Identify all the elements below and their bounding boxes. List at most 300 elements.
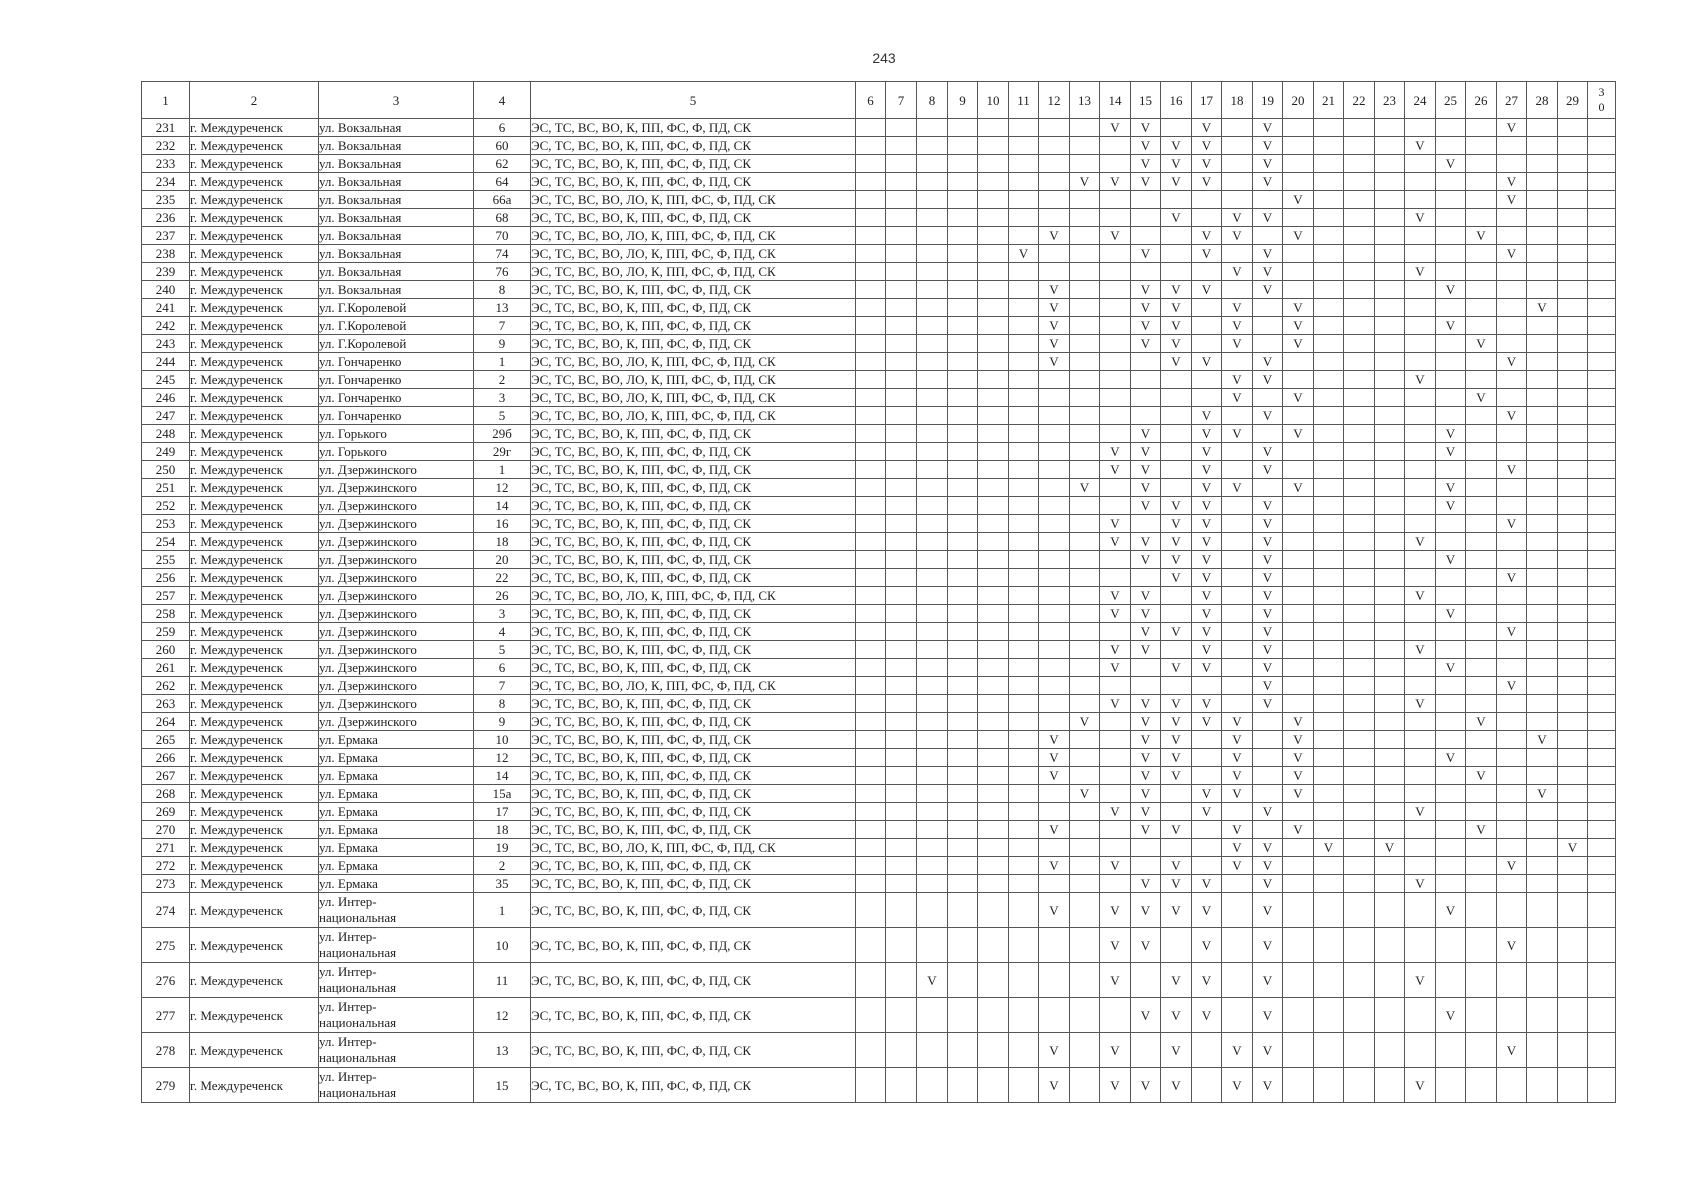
mark-cell-col-14 xyxy=(1100,191,1131,209)
mark-cell-col-14 xyxy=(1100,335,1131,353)
mark-cell-col-13 xyxy=(1070,425,1100,443)
check-mark-col-15: V xyxy=(1131,731,1161,749)
mark-cell-col-7 xyxy=(886,425,917,443)
mark-cell-col-6 xyxy=(856,245,886,263)
street-cell: ул. Ермака xyxy=(319,839,474,857)
street-cell: ул. Интер- национальная xyxy=(319,928,474,963)
mark-cell-col-25 xyxy=(1436,461,1466,479)
mark-cell-col-29 xyxy=(1558,569,1588,587)
row-number-cell: 236 xyxy=(142,209,190,227)
mark-cell-col-23 xyxy=(1375,515,1405,533)
check-mark-col-27: V xyxy=(1497,119,1527,137)
mark-cell-col-27 xyxy=(1497,713,1527,731)
table-row xyxy=(142,749,1616,767)
street-cell: ул. Дзержинского xyxy=(319,533,474,551)
mark-cell-col-24 xyxy=(1405,227,1436,245)
mark-cell-col-12 xyxy=(1039,173,1070,191)
mark-cell-col-25 xyxy=(1436,353,1466,371)
city-cell: г. Междуреченск xyxy=(190,677,319,695)
check-mark-col-25: V xyxy=(1436,893,1466,928)
works-cell: ЭС, ТС, ВС, ВО, К, ПП, ФС, Ф, ПД, СК xyxy=(531,659,856,677)
row-number-cell: 234 xyxy=(142,173,190,191)
mark-cell-col-9 xyxy=(948,335,978,353)
check-mark-col-15: V xyxy=(1131,623,1161,641)
works-cell: ЭС, ТС, ВС, ВО, К, ПП, ФС, Ф, ПД, СК xyxy=(531,605,856,623)
mark-cell-col-10 xyxy=(978,839,1009,857)
row-number-cell: 276 xyxy=(142,963,190,998)
mark-cell-col-23 xyxy=(1375,587,1405,605)
mark-cell-col-26 xyxy=(1466,695,1497,713)
check-mark-col-12: V xyxy=(1039,281,1070,299)
check-mark-col-17: V xyxy=(1192,353,1222,371)
mark-cell-col-22 xyxy=(1344,623,1375,641)
mark-cell-col-10 xyxy=(978,731,1009,749)
mark-cell-col-27 xyxy=(1497,875,1527,893)
mark-cell-col-18 xyxy=(1222,587,1253,605)
mark-cell-col-18 xyxy=(1222,998,1253,1033)
city-cell: г. Междуреченск xyxy=(190,857,319,875)
mark-cell-col-18 xyxy=(1222,515,1253,533)
mark-cell-col-16 xyxy=(1161,641,1192,659)
mark-cell-col-10 xyxy=(978,443,1009,461)
mark-cell-col-11 xyxy=(1009,713,1039,731)
mark-cell-col-23 xyxy=(1375,407,1405,425)
mark-cell-col-18 xyxy=(1222,875,1253,893)
mark-cell-col-26 xyxy=(1466,749,1497,767)
works-cell: ЭС, ТС, ВС, ВО, К, ПП, ФС, Ф, ПД, СК xyxy=(531,963,856,998)
city-cell: г. Междуреченск xyxy=(190,893,319,928)
mark-cell-col-25 xyxy=(1436,1033,1466,1068)
mark-cell-col-11 xyxy=(1009,533,1039,551)
check-mark-col-18: V xyxy=(1222,263,1253,281)
mark-cell-col-27 xyxy=(1497,551,1527,569)
street-cell: ул. Г.Королевой xyxy=(319,317,474,335)
mark-cell-col-17 xyxy=(1192,1033,1222,1068)
check-mark-col-19: V xyxy=(1253,497,1283,515)
check-mark-col-16: V xyxy=(1161,893,1192,928)
mark-cell-col-29 xyxy=(1558,263,1588,281)
mark-cell-col-20 xyxy=(1283,569,1314,587)
mark-cell-col-16 xyxy=(1161,119,1192,137)
check-mark-col-24: V xyxy=(1405,137,1436,155)
mark-cell-col-21 xyxy=(1314,281,1344,299)
city-cell: г. Междуреченск xyxy=(190,119,319,137)
works-cell: ЭС, ТС, ВС, ВО, К, ПП, ФС, Ф, ПД, СК xyxy=(531,173,856,191)
mark-cell-col-28 xyxy=(1527,893,1558,928)
mark-cell-col-11 xyxy=(1009,173,1039,191)
mark-cell-col-16 xyxy=(1161,479,1192,497)
mark-cell-col-21 xyxy=(1314,263,1344,281)
mark-cell-col-14 xyxy=(1100,407,1131,425)
mark-cell-col-25 xyxy=(1436,785,1466,803)
mark-cell-col-15 xyxy=(1131,191,1161,209)
works-cell: ЭС, ТС, ВС, ВО, К, ПП, ФС, Ф, ПД, СК xyxy=(531,551,856,569)
mark-cell-col-19 xyxy=(1253,335,1283,353)
mark-cell-col-23 xyxy=(1375,245,1405,263)
table-row xyxy=(142,317,1616,335)
city-cell: г. Междуреченск xyxy=(190,425,319,443)
check-mark-col-16: V xyxy=(1161,821,1192,839)
column-header-14: 14 xyxy=(1100,82,1131,119)
street-cell: ул. Гончаренко xyxy=(319,389,474,407)
mark-cell-col-22 xyxy=(1344,425,1375,443)
mark-cell-col-8 xyxy=(917,407,948,425)
street-cell: ул. Ермака xyxy=(319,731,474,749)
mark-cell-col-25 xyxy=(1436,803,1466,821)
check-mark-col-17: V xyxy=(1192,461,1222,479)
row-number-cell: 275 xyxy=(142,928,190,963)
mark-cell-col-11 xyxy=(1009,425,1039,443)
mark-cell-col-23 xyxy=(1375,1033,1405,1068)
table-row xyxy=(142,209,1616,227)
check-mark-col-16: V xyxy=(1161,623,1192,641)
mark-cell-col-6 xyxy=(856,173,886,191)
mark-cell-col-19 xyxy=(1253,821,1283,839)
mark-cell-col-8 xyxy=(917,587,948,605)
city-cell: г. Междуреченск xyxy=(190,245,319,263)
row-number-cell: 251 xyxy=(142,479,190,497)
mark-cell-col-12 xyxy=(1039,551,1070,569)
mark-cell-col-17 xyxy=(1192,335,1222,353)
mark-cell-col-21 xyxy=(1314,998,1344,1033)
check-mark-col-19: V xyxy=(1253,605,1283,623)
mark-cell-col-28 xyxy=(1527,839,1558,857)
mark-cell-col-29 xyxy=(1558,893,1588,928)
works-cell: ЭС, ТС, ВС, ВО, К, ПП, ФС, Ф, ПД, СК xyxy=(531,1068,856,1103)
street-cell: ул. Ермака xyxy=(319,821,474,839)
check-mark-col-16: V xyxy=(1161,998,1192,1033)
mark-cell-col-7 xyxy=(886,928,917,963)
column-header-8: 8 xyxy=(917,82,948,119)
mark-cell-col-21 xyxy=(1314,803,1344,821)
mark-cell-col-18 xyxy=(1222,173,1253,191)
mark-cell-col-29 xyxy=(1558,551,1588,569)
mark-cell-col-17 xyxy=(1192,857,1222,875)
check-mark-col-16: V xyxy=(1161,569,1192,587)
mark-cell-col-25 xyxy=(1436,623,1466,641)
works-cell: ЭС, ТС, ВС, ВО, ЛО, К, ПП, ФС, Ф, ПД, СК xyxy=(531,839,856,857)
works-cell: ЭС, ТС, ВС, ВО, ЛО, К, ПП, ФС, Ф, ПД, СК xyxy=(531,389,856,407)
mark-cell-col-7 xyxy=(886,623,917,641)
check-mark-col-17: V xyxy=(1192,569,1222,587)
city-cell: г. Междуреченск xyxy=(190,767,319,785)
check-mark-col-27: V xyxy=(1497,857,1527,875)
mark-cell-col-24 xyxy=(1405,928,1436,963)
mark-cell-col-20 xyxy=(1283,263,1314,281)
mark-cell-col-9 xyxy=(948,443,978,461)
mark-cell-col-21 xyxy=(1314,605,1344,623)
row-number-cell: 262 xyxy=(142,677,190,695)
city-cell: г. Междуреченск xyxy=(190,731,319,749)
mark-cell-col-16 xyxy=(1161,407,1192,425)
mark-cell-col-25 xyxy=(1436,209,1466,227)
row-number-cell: 244 xyxy=(142,353,190,371)
mark-cell-col-12 xyxy=(1039,497,1070,515)
mark-cell-col-9 xyxy=(948,677,978,695)
mark-cell-col-22 xyxy=(1344,443,1375,461)
mark-cell-col-17 xyxy=(1192,209,1222,227)
mark-cell-col-6 xyxy=(856,569,886,587)
mark-cell-col-20 xyxy=(1283,551,1314,569)
mark-cell-col-24 xyxy=(1405,515,1436,533)
mark-cell-col-29 xyxy=(1558,407,1588,425)
check-mark-col-18: V xyxy=(1222,479,1253,497)
check-mark-col-17: V xyxy=(1192,587,1222,605)
mark-cell-col-9 xyxy=(948,1033,978,1068)
check-mark-col-18: V xyxy=(1222,857,1253,875)
mark-cell-col-28 xyxy=(1527,533,1558,551)
mark-cell-col-29 xyxy=(1558,443,1588,461)
mark-cell-col-26 xyxy=(1466,731,1497,749)
table-row xyxy=(142,299,1616,317)
table-row xyxy=(142,587,1616,605)
mark-cell-col-8 xyxy=(917,515,948,533)
mark-cell-col-6 xyxy=(856,677,886,695)
street-cell: ул. Вокзальная xyxy=(319,155,474,173)
check-mark-col-16: V xyxy=(1161,353,1192,371)
check-mark-col-16: V xyxy=(1161,767,1192,785)
mark-cell-col-20 xyxy=(1283,515,1314,533)
mark-cell-col-20 xyxy=(1283,875,1314,893)
mark-cell-col-6 xyxy=(856,425,886,443)
mark-cell-col-13 xyxy=(1070,893,1100,928)
mark-cell-col-23 xyxy=(1375,317,1405,335)
mark-cell-col-10 xyxy=(978,749,1009,767)
house-cell: 19 xyxy=(474,839,531,857)
mark-cell-col-13 xyxy=(1070,821,1100,839)
check-mark-col-15: V xyxy=(1131,551,1161,569)
mark-cell-col-8 xyxy=(917,677,948,695)
street-cell: ул. Г.Королевой xyxy=(319,335,474,353)
check-mark-col-16: V xyxy=(1161,659,1192,677)
check-mark-col-17: V xyxy=(1192,623,1222,641)
mark-cell-col-21 xyxy=(1314,335,1344,353)
mark-cell-col-26 xyxy=(1466,659,1497,677)
mark-cell-col-21 xyxy=(1314,623,1344,641)
mark-cell-col-26 xyxy=(1466,587,1497,605)
house-cell: 20 xyxy=(474,551,531,569)
mark-cell-col-25 xyxy=(1436,928,1466,963)
mark-cell-col-6 xyxy=(856,713,886,731)
row-number-cell: 238 xyxy=(142,245,190,263)
check-mark-col-19: V xyxy=(1253,857,1283,875)
table-row xyxy=(142,1033,1616,1068)
check-mark-col-16: V xyxy=(1161,155,1192,173)
mark-cell-col-21 xyxy=(1314,425,1344,443)
check-mark-col-20: V xyxy=(1283,389,1314,407)
mark-cell-col-19 xyxy=(1253,731,1283,749)
mark-cell-col-24 xyxy=(1405,767,1436,785)
mark-cell-col-12 xyxy=(1039,389,1070,407)
check-mark-col-25: V xyxy=(1436,479,1466,497)
mark-cell-col-7 xyxy=(886,605,917,623)
street-cell: ул. Вокзальная xyxy=(319,245,474,263)
house-cell: 3 xyxy=(474,389,531,407)
check-mark-col-18: V xyxy=(1222,389,1253,407)
check-mark-col-18: V xyxy=(1222,839,1253,857)
mark-cell-col-29 xyxy=(1558,767,1588,785)
mark-cell-col-7 xyxy=(886,749,917,767)
city-cell: г. Междуреченск xyxy=(190,335,319,353)
mark-cell-col-23 xyxy=(1375,137,1405,155)
mark-cell-col-18 xyxy=(1222,641,1253,659)
check-mark-col-17: V xyxy=(1192,407,1222,425)
city-cell: г. Междуреченск xyxy=(190,173,319,191)
mark-cell-col-20 xyxy=(1283,641,1314,659)
mark-cell-col-22 xyxy=(1344,533,1375,551)
mark-cell-col-22 xyxy=(1344,659,1375,677)
column-header-5: 5 xyxy=(531,82,856,119)
table-row xyxy=(142,497,1616,515)
mark-cell-col-24 xyxy=(1405,317,1436,335)
check-mark-col-16: V xyxy=(1161,335,1192,353)
check-mark-col-27: V xyxy=(1497,407,1527,425)
mark-cell-col-23 xyxy=(1375,497,1405,515)
mark-cell-col-27 xyxy=(1497,479,1527,497)
mark-cell-col-24 xyxy=(1405,713,1436,731)
check-mark-col-19: V xyxy=(1253,677,1283,695)
works-cell: ЭС, ТС, ВС, ВО, ЛО, К, ПП, ФС, Ф, ПД, СК xyxy=(531,677,856,695)
check-mark-col-20: V xyxy=(1283,767,1314,785)
mark-cell-col-10 xyxy=(978,425,1009,443)
house-cell: 9 xyxy=(474,713,531,731)
check-mark-col-17: V xyxy=(1192,928,1222,963)
column-header-28: 28 xyxy=(1527,82,1558,119)
row-number-cell: 242 xyxy=(142,317,190,335)
mark-cell-col-21 xyxy=(1314,137,1344,155)
mark-cell-col-6 xyxy=(856,963,886,998)
mark-cell-col-6 xyxy=(856,263,886,281)
mark-cell-col-28 xyxy=(1527,1068,1558,1103)
mark-cell-col-29 xyxy=(1558,299,1588,317)
mark-cell-col-25 xyxy=(1436,677,1466,695)
mark-cell-col-13 xyxy=(1070,839,1100,857)
mark-cell-col-30 xyxy=(1588,785,1616,803)
mark-cell-col-18 xyxy=(1222,803,1253,821)
mark-cell-col-9 xyxy=(948,928,978,963)
mark-cell-col-30 xyxy=(1588,767,1616,785)
row-number-cell: 264 xyxy=(142,713,190,731)
mark-cell-col-28 xyxy=(1527,335,1558,353)
works-cell: ЭС, ТС, ВС, ВО, К, ПП, ФС, Ф, ПД, СК xyxy=(531,515,856,533)
mark-cell-col-9 xyxy=(948,659,978,677)
check-mark-col-17: V xyxy=(1192,893,1222,928)
mark-cell-col-8 xyxy=(917,659,948,677)
table-row xyxy=(142,803,1616,821)
house-cell: 10 xyxy=(474,731,531,749)
mark-cell-col-26 xyxy=(1466,191,1497,209)
check-mark-col-17: V xyxy=(1192,713,1222,731)
check-mark-col-19: V xyxy=(1253,461,1283,479)
mark-cell-col-10 xyxy=(978,569,1009,587)
city-cell: г. Междуреченск xyxy=(190,155,319,173)
table-row xyxy=(142,425,1616,443)
check-mark-col-12: V xyxy=(1039,767,1070,785)
city-cell: г. Междуреченск xyxy=(190,281,319,299)
column-header-7: 7 xyxy=(886,82,917,119)
works-cell: ЭС, ТС, ВС, ВО, ЛО, К, ПП, ФС, Ф, ПД, СК xyxy=(531,191,856,209)
works-cell: ЭС, ТС, ВС, ВО, К, ПП, ФС, Ф, ПД, СК xyxy=(531,317,856,335)
check-mark-col-25: V xyxy=(1436,497,1466,515)
mark-cell-col-7 xyxy=(886,533,917,551)
city-cell: г. Междуреченск xyxy=(190,998,319,1033)
mark-cell-col-18 xyxy=(1222,119,1253,137)
mark-cell-col-29 xyxy=(1558,245,1588,263)
mark-cell-col-26 xyxy=(1466,443,1497,461)
mark-cell-col-12 xyxy=(1039,479,1070,497)
mark-cell-col-10 xyxy=(978,1068,1009,1103)
mark-cell-col-12 xyxy=(1039,137,1070,155)
check-mark-col-19: V xyxy=(1253,443,1283,461)
table-row xyxy=(142,461,1616,479)
mark-cell-col-30 xyxy=(1588,173,1616,191)
mark-cell-col-29 xyxy=(1558,497,1588,515)
row-number-cell: 274 xyxy=(142,893,190,928)
check-mark-col-20: V xyxy=(1283,191,1314,209)
street-cell: ул. Дзержинского xyxy=(319,677,474,695)
mark-cell-col-9 xyxy=(948,641,978,659)
table-row xyxy=(142,389,1616,407)
mark-cell-col-6 xyxy=(856,659,886,677)
check-mark-col-15: V xyxy=(1131,335,1161,353)
mark-cell-col-15 xyxy=(1131,209,1161,227)
mark-cell-col-28 xyxy=(1527,1033,1558,1068)
mark-cell-col-28 xyxy=(1527,875,1558,893)
check-mark-col-19: V xyxy=(1253,407,1283,425)
check-mark-col-17: V xyxy=(1192,515,1222,533)
mark-cell-col-10 xyxy=(978,713,1009,731)
mark-cell-col-13 xyxy=(1070,767,1100,785)
mark-cell-col-6 xyxy=(856,497,886,515)
mark-cell-col-24 xyxy=(1405,425,1436,443)
mark-cell-col-21 xyxy=(1314,1033,1344,1068)
mark-cell-col-23 xyxy=(1375,461,1405,479)
mark-cell-col-24 xyxy=(1405,191,1436,209)
check-mark-col-25: V xyxy=(1436,425,1466,443)
mark-cell-col-27 xyxy=(1497,335,1527,353)
mark-cell-col-8 xyxy=(917,209,948,227)
mark-cell-col-17 xyxy=(1192,821,1222,839)
mark-cell-col-29 xyxy=(1558,353,1588,371)
check-mark-col-20: V xyxy=(1283,749,1314,767)
table-row xyxy=(142,227,1616,245)
mark-cell-col-21 xyxy=(1314,209,1344,227)
mark-cell-col-13 xyxy=(1070,803,1100,821)
mark-cell-col-8 xyxy=(917,893,948,928)
check-mark-col-25: V xyxy=(1436,659,1466,677)
row-number-cell: 260 xyxy=(142,641,190,659)
mark-cell-col-8 xyxy=(917,371,948,389)
mark-cell-col-23 xyxy=(1375,785,1405,803)
mark-cell-col-11 xyxy=(1009,137,1039,155)
mark-cell-col-11 xyxy=(1009,119,1039,137)
mark-cell-col-26 xyxy=(1466,533,1497,551)
check-mark-col-16: V xyxy=(1161,713,1192,731)
mark-cell-col-20 xyxy=(1283,461,1314,479)
check-mark-col-24: V xyxy=(1405,209,1436,227)
mark-cell-col-9 xyxy=(948,749,978,767)
table-row xyxy=(142,1068,1616,1103)
check-mark-col-25: V xyxy=(1436,998,1466,1033)
mark-cell-col-14 xyxy=(1100,713,1131,731)
check-mark-col-18: V xyxy=(1222,335,1253,353)
mark-cell-col-8 xyxy=(917,155,948,173)
mark-cell-col-7 xyxy=(886,695,917,713)
check-mark-col-16: V xyxy=(1161,551,1192,569)
city-cell: г. Междуреченск xyxy=(190,1033,319,1068)
mark-cell-col-23 xyxy=(1375,281,1405,299)
mark-cell-col-15 xyxy=(1131,857,1161,875)
